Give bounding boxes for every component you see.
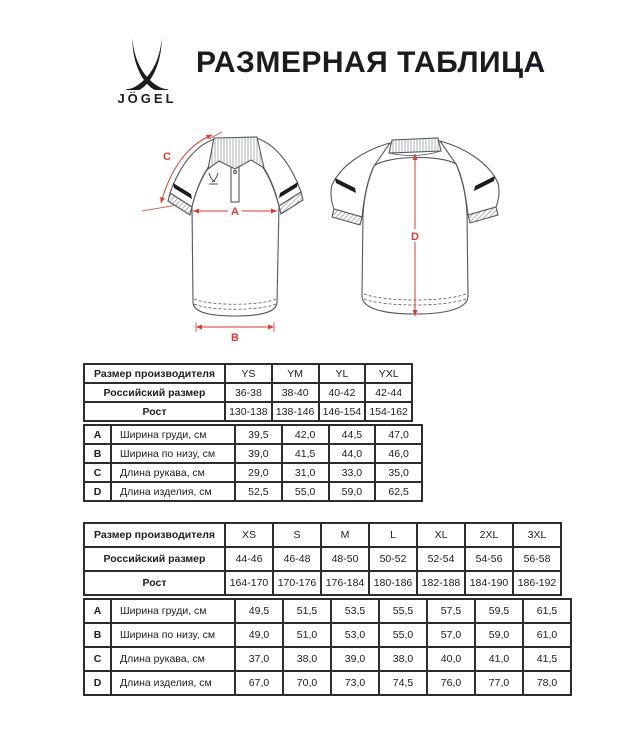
measure-value-cell: 74,5 — [379, 671, 427, 695]
size-code-cell: 52-54 — [417, 547, 465, 571]
measure-value-cell: 57,5 — [427, 599, 475, 623]
measure-letter-cell: B — [84, 444, 111, 463]
brand-name: JÖGEL — [117, 91, 177, 106]
measure-letter-cell: D — [84, 671, 111, 695]
polo-back-diagram — [320, 118, 510, 348]
measure-value-cell: 52,5 — [235, 482, 282, 501]
brand-logo — [102, 36, 192, 106]
size-table-header-row — [84, 383, 412, 402]
measure-value-cell: 70,0 — [283, 671, 331, 695]
size-code-cell: XS — [225, 523, 273, 547]
measure-value-cell: 73,0 — [331, 671, 379, 695]
size-table-header-row — [84, 547, 561, 571]
measure-name-cell: Длина изделия, см — [111, 671, 235, 695]
measure-value-cell: 77,0 — [475, 671, 523, 695]
size-code-cell: 146-154 — [319, 402, 366, 421]
size-table-body — [83, 598, 572, 696]
size-table-header — [83, 363, 413, 422]
polo-front-diagram — [130, 116, 320, 346]
size-code-cell: 170-176 — [273, 571, 321, 595]
measure-value-cell: 78,0 — [523, 671, 571, 695]
size-code-cell: S — [273, 523, 321, 547]
measure-name-cell: Длина рукава, см — [111, 463, 235, 482]
size-code-cell: 138-146 — [272, 402, 319, 421]
size-code-cell: 40-42 — [319, 383, 366, 402]
size-code-cell: 184-190 — [465, 571, 513, 595]
size-table-measure-row — [84, 463, 422, 482]
size-table-header — [83, 522, 562, 596]
measure-c-label: C — [163, 151, 171, 163]
size-code-cell: L — [369, 523, 417, 547]
size-code-cell: 2XL — [465, 523, 513, 547]
size-code-cell: 36-38 — [225, 383, 272, 402]
measure-value-cell: 40,0 — [427, 647, 475, 671]
measure-value-cell: 49,0 — [235, 623, 283, 647]
size-code-cell: 48-50 — [321, 547, 369, 571]
measure-value-cell: 44,5 — [329, 425, 376, 444]
size-code-cell: 176-184 — [321, 571, 369, 595]
measure-name-cell: Ширина по низу, см — [111, 444, 235, 463]
measure-name-cell: Длина изделия, см — [111, 482, 235, 501]
size-code-cell: 46-48 — [273, 547, 321, 571]
measure-value-cell: 39,0 — [235, 444, 282, 463]
measure-b-line — [196, 322, 274, 344]
measure-value-cell: 47,0 — [375, 425, 422, 444]
measure-value-cell: 37,0 — [235, 647, 283, 671]
size-table-measure-row — [84, 482, 422, 501]
measure-b-label: B — [231, 332, 239, 344]
size-code-cell: 180-186 — [369, 571, 417, 595]
size-code-cell: 3XL — [513, 523, 561, 547]
measure-value-cell: 39,0 — [331, 647, 379, 671]
measure-value-cell: 29,0 — [235, 463, 282, 482]
measure-value-cell: 38,0 — [379, 647, 427, 671]
measure-value-cell: 44,0 — [329, 444, 376, 463]
size-code-cell: 154-162 — [365, 402, 412, 421]
measure-value-cell: 59,5 — [475, 599, 523, 623]
size-code-cell: 44-46 — [225, 547, 273, 571]
measure-value-cell: 55,0 — [379, 623, 427, 647]
measure-value-cell: 51,0 — [283, 623, 331, 647]
measure-value-cell: 38,0 — [283, 647, 331, 671]
measure-value-cell: 35,0 — [375, 463, 422, 482]
measure-value-cell: 49,5 — [235, 599, 283, 623]
measure-d-label: D — [411, 231, 419, 243]
size-table-body — [83, 424, 423, 502]
size-code-cell: 56-58 — [513, 547, 561, 571]
measure-name-cell: Ширина по низу, см — [111, 623, 235, 647]
measure-value-cell: 42,0 — [282, 425, 329, 444]
measure-value-cell: 46,0 — [375, 444, 422, 463]
size-code-cell: 186-192 — [513, 571, 561, 595]
size-table-measure-row — [84, 647, 571, 671]
measure-letter-cell: A — [84, 425, 111, 444]
measure-value-cell: 59,0 — [475, 623, 523, 647]
size-table-adult — [83, 522, 572, 696]
size-code-cell: XL — [417, 523, 465, 547]
measure-value-cell: 55,5 — [379, 599, 427, 623]
measure-a-label: A — [231, 206, 239, 218]
measure-value-cell: 76,0 — [427, 671, 475, 695]
measure-value-cell: 51,5 — [283, 599, 331, 623]
header-label-cell: Российский размер — [84, 383, 225, 402]
measure-value-cell: 67,0 — [235, 671, 283, 695]
size-code-cell: YL — [319, 364, 366, 383]
measure-value-cell: 57,0 — [427, 623, 475, 647]
polo-front-outline — [168, 137, 303, 316]
size-table-header-row — [84, 523, 561, 547]
size-table-measure-row — [84, 599, 571, 623]
size-code-cell: M — [321, 523, 369, 547]
measure-letter-cell: B — [84, 623, 111, 647]
measure-value-cell: 61,0 — [523, 623, 571, 647]
measure-value-cell: 53,5 — [331, 599, 379, 623]
size-table-measure-row — [84, 444, 422, 463]
measure-value-cell: 31,0 — [282, 463, 329, 482]
size-code-cell: YS — [225, 364, 272, 383]
measure-name-cell: Ширина груди, см — [111, 425, 235, 444]
size-code-cell: 164-170 — [225, 571, 273, 595]
size-code-cell: YXL — [365, 364, 412, 383]
measure-value-cell: 41,5 — [523, 647, 571, 671]
size-code-cell: 38-40 — [272, 383, 319, 402]
measure-letter-cell: C — [84, 647, 111, 671]
measure-letter-cell: C — [84, 463, 111, 482]
measure-value-cell: 41,5 — [282, 444, 329, 463]
measure-letter-cell: D — [84, 482, 111, 501]
size-table-measure-row — [84, 425, 422, 444]
measure-value-cell: 55,0 — [282, 482, 329, 501]
measure-name-cell: Длина рукава, см — [111, 647, 235, 671]
size-table-measure-row — [84, 671, 571, 695]
measure-value-cell: 59,0 — [329, 482, 376, 501]
size-code-cell: 54-56 — [465, 547, 513, 571]
measure-value-cell: 53,0 — [331, 623, 379, 647]
header-label-cell: Рост — [84, 402, 225, 421]
size-code-cell: 50-52 — [369, 547, 417, 571]
size-code-cell: 182-188 — [417, 571, 465, 595]
size-code-cell: 42-44 — [365, 383, 412, 402]
header-label-cell: Размер производителя — [84, 364, 225, 383]
size-table-header-row — [84, 402, 412, 421]
header-label-cell: Российский размер — [84, 547, 225, 571]
measure-value-cell: 62,5 — [375, 482, 422, 501]
size-code-cell: YM — [272, 364, 319, 383]
size-table-header-row — [84, 571, 561, 595]
measure-value-cell: 39,5 — [235, 425, 282, 444]
size-table-youth — [83, 363, 423, 502]
jogel-mark-icon — [121, 36, 173, 90]
measure-value-cell: 33,0 — [329, 463, 376, 482]
measure-letter-cell: A — [84, 599, 111, 623]
measure-name-cell: Ширина груди, см — [111, 599, 235, 623]
header-label-cell: Размер производителя — [84, 523, 225, 547]
size-table-measure-row — [84, 623, 571, 647]
size-code-cell: 130-138 — [225, 402, 272, 421]
measure-value-cell: 61,5 — [523, 599, 571, 623]
size-table-header-row — [84, 364, 412, 383]
header-label-cell: Рост — [84, 571, 225, 595]
page-title: РАЗМЕРНАЯ ТАБЛИЦА — [196, 46, 546, 79]
measure-value-cell: 41,0 — [475, 647, 523, 671]
